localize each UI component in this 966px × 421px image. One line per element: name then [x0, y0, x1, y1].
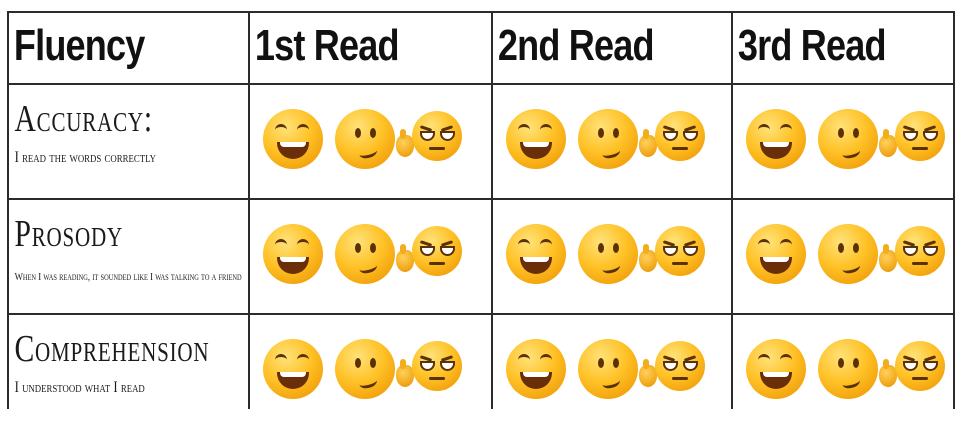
smirking-face-icon[interactable]: [578, 339, 638, 399]
criterion-name: Comprehension: [14, 328, 210, 370]
rating-cell-3rd-read[interactable]: [732, 314, 954, 409]
unamused-face-icon[interactable]: [412, 341, 462, 391]
unamused-face-icon[interactable]: [655, 111, 705, 161]
emoji-rating-set: [493, 315, 725, 405]
grinning-face-icon[interactable]: [506, 224, 566, 284]
rating-cell-1st-read[interactable]: [249, 84, 492, 199]
rating-cell-2nd-read[interactable]: [492, 84, 732, 199]
emoji-rating-set: [733, 200, 965, 290]
rating-cell-3rd-read[interactable]: [732, 84, 954, 199]
unamused-face-icon[interactable]: [412, 111, 462, 161]
rating-cell-1st-read[interactable]: [249, 199, 492, 314]
rating-cell-2nd-read[interactable]: [492, 199, 732, 314]
unamused-face-icon[interactable]: [895, 226, 945, 276]
smirking-face-icon[interactable]: [335, 339, 395, 399]
rating-cell-3rd-read[interactable]: [732, 199, 954, 314]
emoji-rating-set: [733, 315, 965, 405]
grinning-face-icon[interactable]: [746, 109, 806, 169]
criterion-description: I understood what I read: [14, 379, 145, 396]
row-comprehension: [8, 314, 954, 409]
header-2nd-read: 2nd Read: [492, 12, 732, 84]
smirking-face-icon[interactable]: [818, 109, 878, 169]
criterion-cell: [8, 199, 249, 314]
criterion-cell: [8, 314, 249, 409]
smirking-face-icon[interactable]: [818, 224, 878, 284]
grinning-face-icon[interactable]: [506, 109, 566, 169]
header-fluency: Fluency: [8, 12, 249, 84]
criterion-name: Accuracy:: [14, 98, 153, 140]
smirking-face-icon[interactable]: [578, 109, 638, 169]
unamused-face-icon[interactable]: [655, 226, 705, 276]
emoji-rating-set: [733, 85, 965, 175]
rating-cell-1st-read[interactable]: [249, 314, 492, 409]
grinning-face-icon[interactable]: [506, 339, 566, 399]
emoji-rating-set: [493, 200, 725, 290]
smirking-face-icon[interactable]: [335, 109, 395, 169]
criterion-cell: [8, 84, 249, 199]
criterion-name: Prosody: [14, 213, 124, 255]
unamused-face-icon[interactable]: [412, 226, 462, 276]
fluency-rubric-table: [7, 11, 955, 409]
row-accuracy: [8, 84, 954, 199]
grinning-face-icon[interactable]: [746, 224, 806, 284]
emoji-rating-set: [250, 315, 482, 405]
rating-cell-2nd-read[interactable]: [492, 314, 732, 409]
emoji-rating-set: [493, 85, 725, 175]
unamused-face-icon[interactable]: [655, 341, 705, 391]
header-row: [8, 12, 954, 84]
header-3rd-read: 3rd Read: [732, 12, 954, 84]
criterion-description: When I was reading, it sounded like I was talking to a friend: [14, 271, 242, 283]
emoji-rating-set: [250, 85, 482, 175]
row-prosody: [8, 199, 954, 314]
smirking-face-icon[interactable]: [818, 339, 878, 399]
smirking-face-icon[interactable]: [578, 224, 638, 284]
header-1st-read: 1st Read: [249, 12, 492, 84]
grinning-face-icon[interactable]: [263, 109, 323, 169]
grinning-face-icon[interactable]: [746, 339, 806, 399]
grinning-face-icon[interactable]: [263, 339, 323, 399]
unamused-face-icon[interactable]: [895, 111, 945, 161]
criterion-description: I read the words correctly: [14, 149, 156, 166]
emoji-rating-set: [250, 200, 482, 290]
smirking-face-icon[interactable]: [335, 224, 395, 284]
grinning-face-icon[interactable]: [263, 224, 323, 284]
unamused-face-icon[interactable]: [895, 341, 945, 391]
